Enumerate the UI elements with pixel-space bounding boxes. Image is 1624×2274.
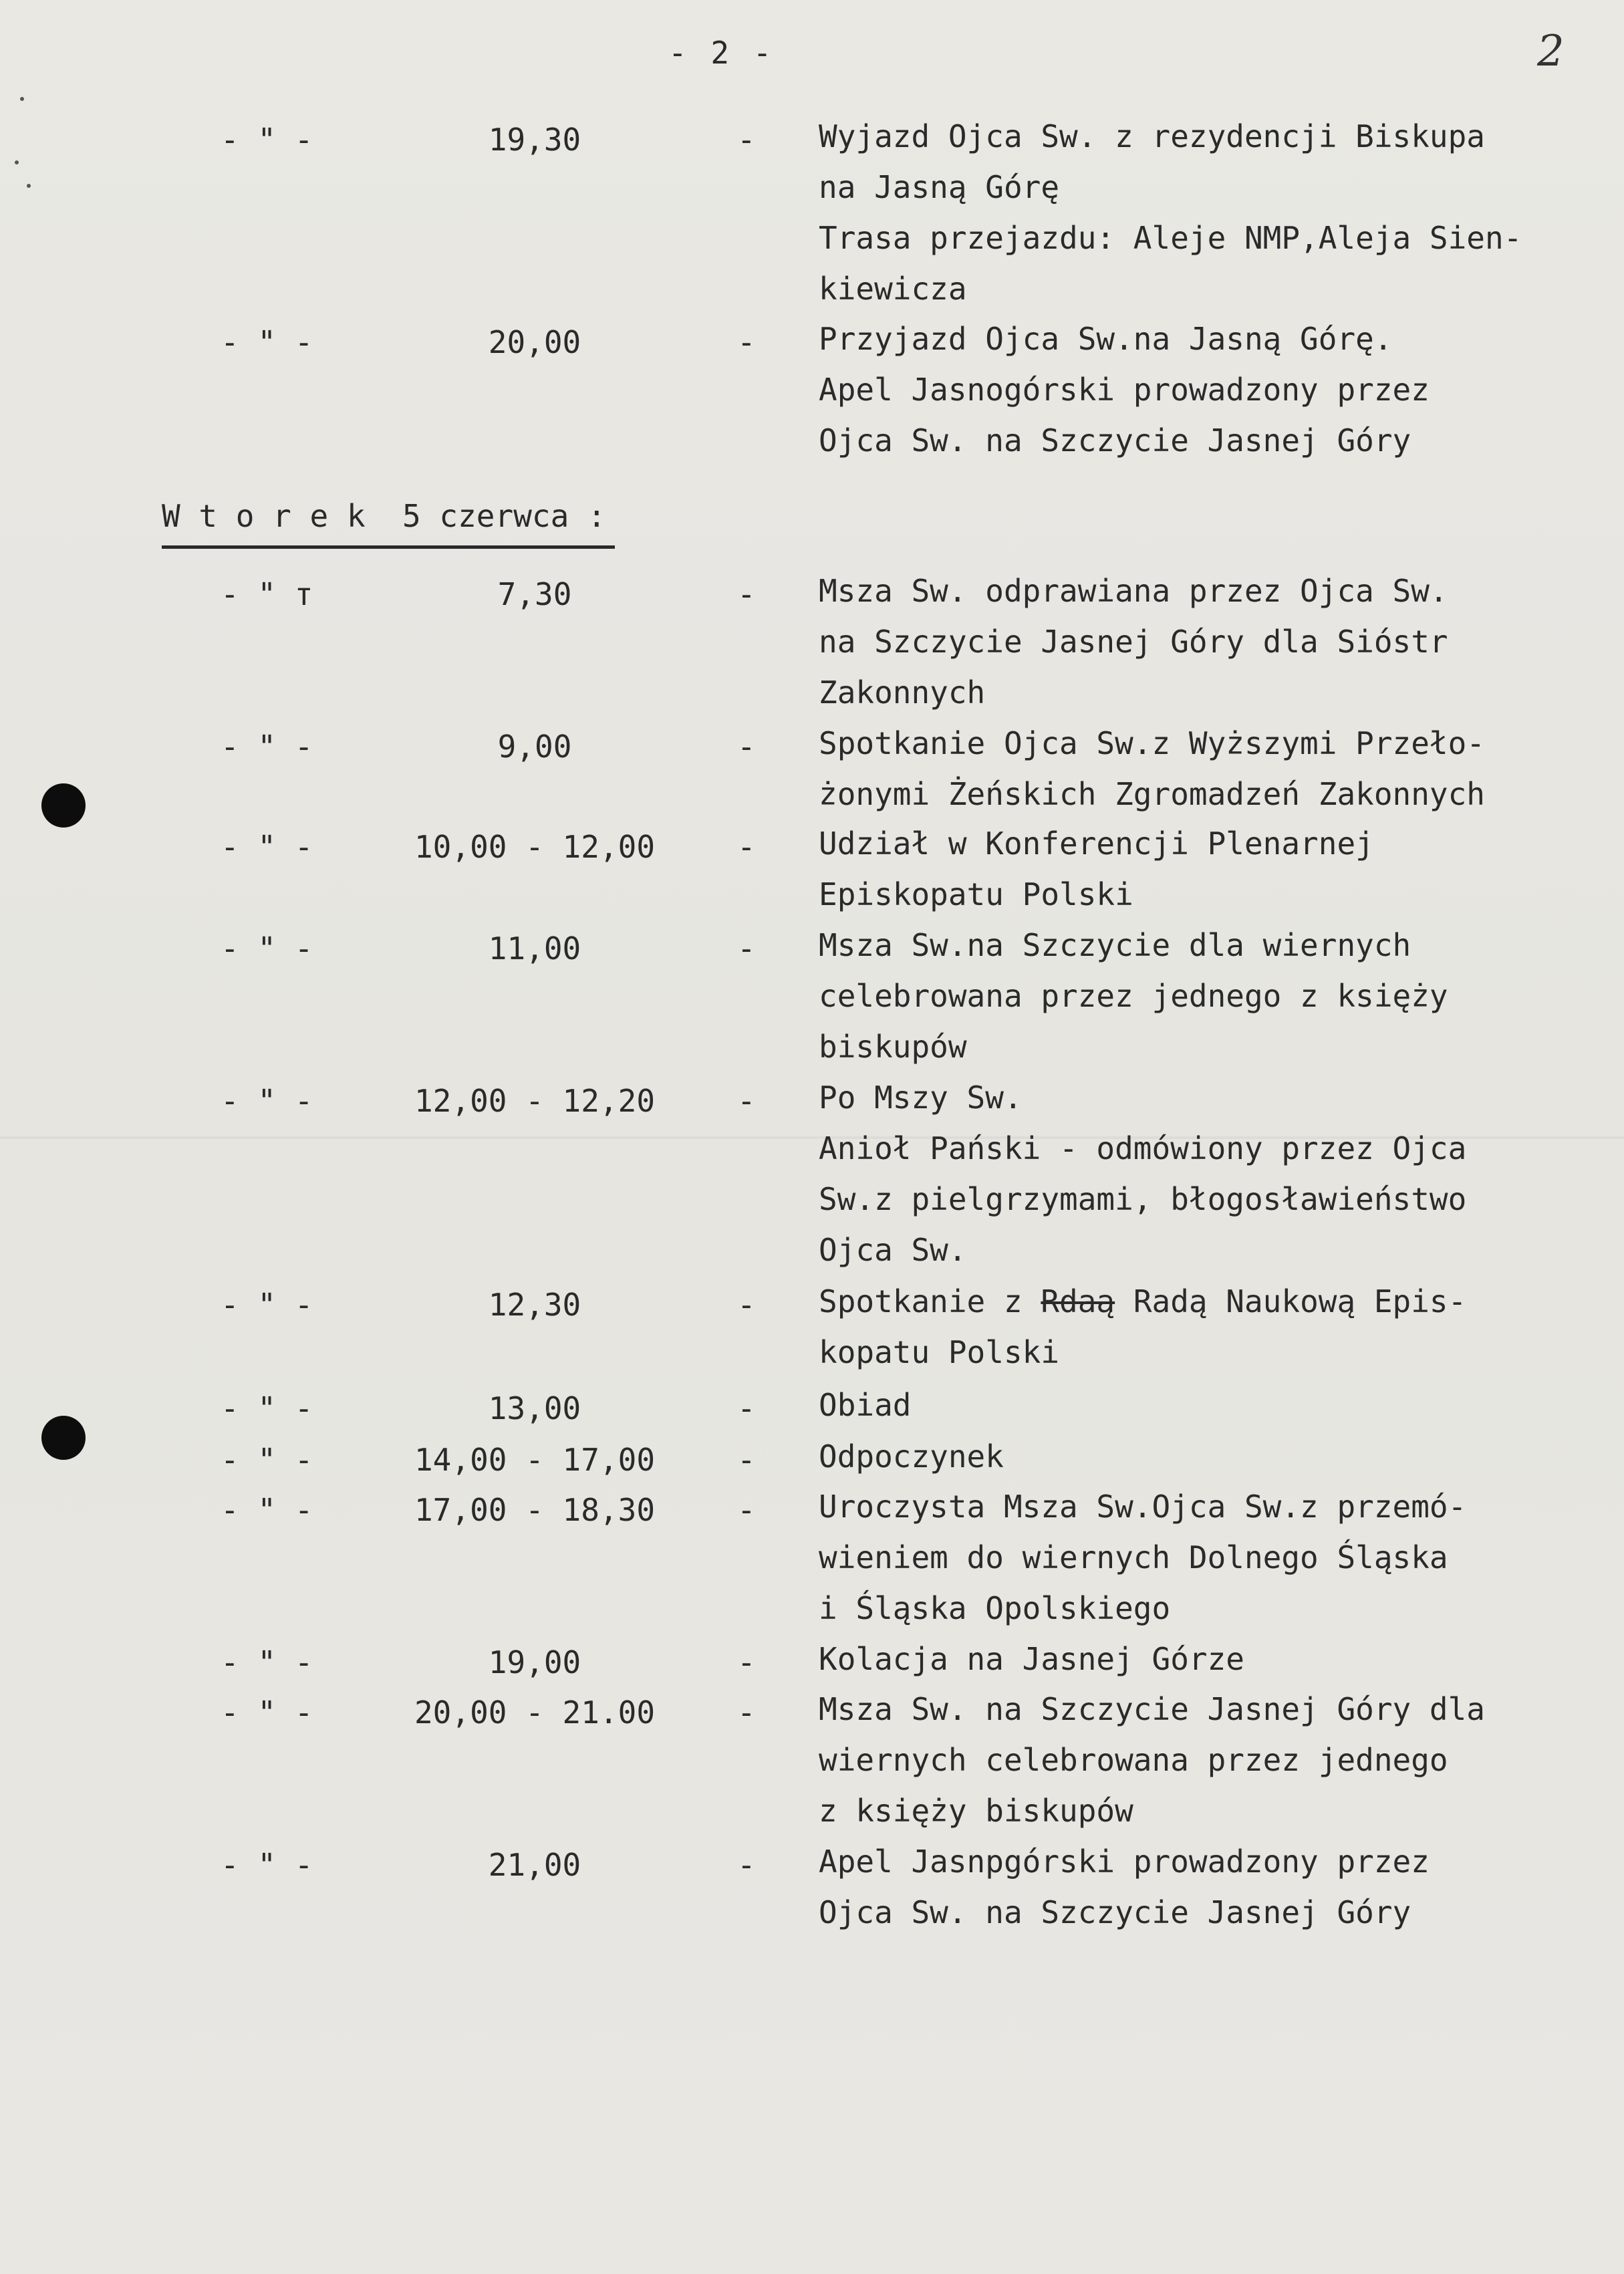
description-line: wiernych celebrowana przez jednego	[819, 1742, 1448, 1778]
ditto-mark: - " -	[221, 1390, 313, 1426]
description-line: na Szczycie Jasnej Góry dla Sióstr	[819, 624, 1448, 660]
description-line: kiewicza	[819, 271, 967, 307]
entry-time: 17,00 - 18,30	[414, 1492, 656, 1528]
entry-description	[819, 718, 1594, 819]
entry-dash: -	[737, 729, 756, 765]
ditto-mark: - " -	[221, 1442, 313, 1478]
entry-description	[819, 1634, 1594, 1684]
entry-time: 19,30	[488, 122, 581, 158]
description-line: Ojca Sw. na Szczycie Jasnej Góry	[819, 422, 1411, 459]
description-line: Apel Jasnpgórski prowadzony przez	[819, 1844, 1430, 1880]
entry-time: 9,00	[497, 729, 572, 765]
description-line: biskupów	[819, 1029, 967, 1065]
description-line: Ojca Sw.	[819, 1232, 967, 1268]
description-line: Kolacja na Jasnej Górze	[819, 1641, 1244, 1677]
entry-dash: -	[737, 829, 756, 865]
description-line: Sw.z pielgrzymami, błogosławieństwo	[819, 1181, 1467, 1217]
description-line: Udział w Konferencji Plenarnej	[819, 826, 1374, 862]
entry-description	[819, 313, 1594, 466]
page-number: - 2 -	[668, 35, 775, 71]
ditto-mark: - " -	[221, 324, 313, 360]
entry-description	[819, 1836, 1594, 1938]
description-line: Apel Jasnogórski prowadzony przez	[819, 372, 1430, 408]
entry-dash: -	[737, 1390, 756, 1426]
entry-time: 13,00	[488, 1390, 581, 1426]
entry-dash: -	[737, 1442, 756, 1478]
handwritten-page-number: 2	[1537, 27, 1565, 76]
description-line: celebrowana przez jednego z księży	[819, 978, 1448, 1014]
entry-description	[819, 111, 1594, 314]
ditto-mark: - " -	[221, 1694, 313, 1731]
description-line: Trasa przejazdu: Aleje NMP,Aleja Sien-	[819, 220, 1522, 256]
paper-speck	[20, 97, 24, 101]
ditto-mark: - " -	[221, 829, 313, 865]
ditto-mark: - " -	[221, 122, 313, 158]
punch-hole-upper	[41, 783, 86, 828]
description-line: Przyjazd Ojca Sw.na Jasną Górę.	[819, 321, 1393, 357]
entry-dash: -	[737, 1287, 756, 1323]
entry-dash: -	[737, 1083, 756, 1119]
description-line: Obiad	[819, 1387, 912, 1423]
description-line: i Śląska Opolskiego	[819, 1590, 1171, 1626]
paper-speck	[27, 184, 31, 188]
ditto-mark: - " -	[221, 930, 313, 967]
entry-time: 20,00	[488, 324, 581, 360]
ditto-mark: - " -	[221, 729, 313, 765]
entry-description	[819, 1276, 1594, 1378]
description-line: Ojca Sw. na Szczycie Jasnej Góry	[819, 1894, 1411, 1930]
ditto-mark: - " -	[221, 1847, 313, 1883]
day-heading-underline	[162, 545, 615, 549]
entry-dash: -	[737, 324, 756, 360]
description-line: Msza Sw.na Szczycie dla wiernych	[819, 927, 1411, 963]
description-line: wieniem do wiernych Dolnego Śląska	[819, 1539, 1448, 1575]
ditto-mark: - " т	[221, 576, 313, 612]
entry-dash: -	[737, 576, 756, 612]
description-line: żonymi Żeńskich Zgromadzeń Zakonnych	[819, 776, 1485, 812]
entry-time: 20,00 - 21.00	[414, 1694, 656, 1731]
entry-dash: -	[737, 1694, 756, 1731]
paper-speck	[15, 160, 19, 164]
entry-time: 12,00 - 12,20	[414, 1083, 656, 1119]
entry-description	[819, 1072, 1594, 1275]
entry-dash: -	[737, 1644, 756, 1680]
ditto-mark: - " -	[221, 1492, 313, 1528]
entry-dash: -	[737, 1492, 756, 1528]
entry-time: 21,00	[488, 1847, 581, 1883]
day-heading: W t o r e k 5 czerwca :	[162, 498, 606, 534]
description-line: kopatu Polski	[819, 1334, 1060, 1370]
entry-time: 19,00	[488, 1644, 581, 1680]
description-line: Msza Sw. na Szczycie Jasnej Góry dla	[819, 1691, 1485, 1727]
entry-description	[819, 818, 1594, 920]
description-line: z księży biskupów	[819, 1793, 1133, 1829]
description-line: Uroczysta Msza Sw.Ojca Sw.z przemó-	[819, 1489, 1467, 1525]
ditto-mark: - " -	[221, 1644, 313, 1680]
entry-time: 7,30	[497, 576, 572, 612]
entry-dash: -	[737, 122, 756, 158]
entry-description	[819, 920, 1594, 1072]
entry-dash: -	[737, 930, 756, 967]
entry-description	[819, 1684, 1594, 1836]
ditto-mark: - " -	[221, 1287, 313, 1323]
description-line: Msza Sw. odprawiana przez Ojca Sw.	[819, 573, 1448, 609]
description-line: Wyjazd Ojca Sw. z rezydencji Biskupa	[819, 118, 1485, 154]
punch-hole-lower	[41, 1416, 86, 1460]
struck-out-word: Rdaą	[1041, 1283, 1115, 1319]
description-line: Odpoczynek	[819, 1438, 1004, 1475]
description-line: Spotkanie z Rdaą Radą Naukową Epis-	[819, 1283, 1467, 1319]
description-line: Po Mszy Sw.	[819, 1080, 1023, 1116]
entry-time: 10,00 - 12,00	[414, 829, 656, 865]
entry-time: 14,00 - 17,00	[414, 1442, 656, 1478]
entry-time: 12,30	[488, 1287, 581, 1323]
entry-time: 11,00	[488, 930, 581, 967]
description-line: Zakonnych	[819, 674, 986, 711]
description-line: Anioł Pański - odmówiony przez Ojca	[819, 1130, 1467, 1166]
description-line: na Jasną Górę	[819, 169, 1060, 205]
entry-description	[819, 1380, 1594, 1430]
ditto-mark: - " -	[221, 1083, 313, 1119]
entry-description	[819, 1481, 1594, 1634]
entry-description	[819, 565, 1594, 718]
description-line: Episkopatu Polski	[819, 876, 1133, 912]
entry-description	[819, 1431, 1594, 1482]
entry-dash: -	[737, 1847, 756, 1883]
description-line: Spotkanie Ojca Sw.z Wyższymi Przeło-	[819, 725, 1485, 761]
